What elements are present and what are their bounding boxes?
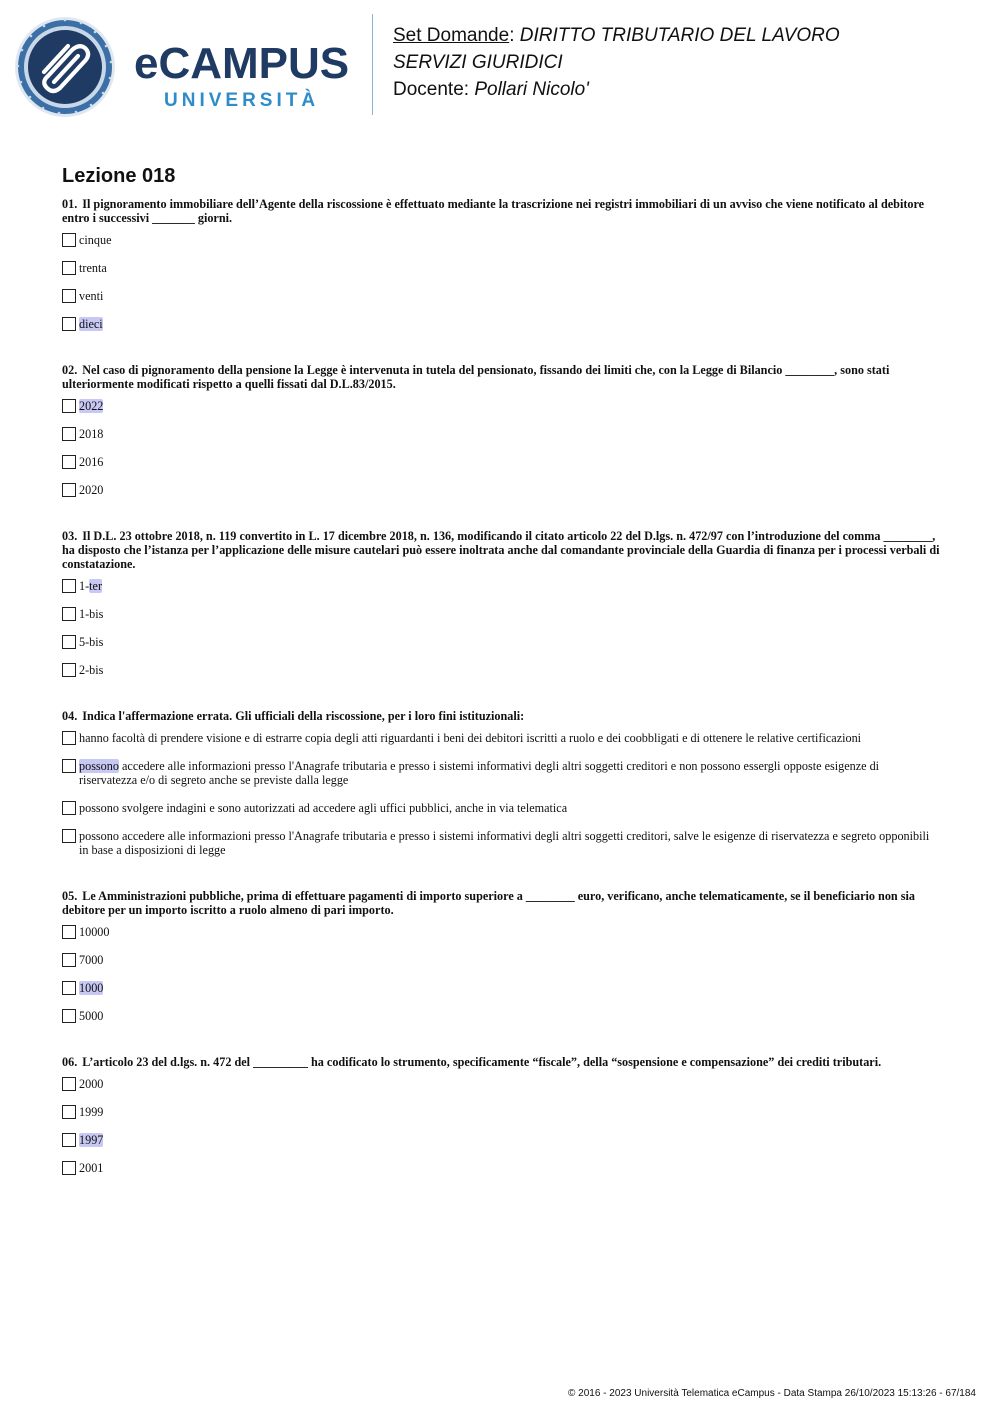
set-label: Set Domande [393,25,510,46]
answer-checkbox[interactable] [62,261,76,275]
set-title-line1: DIRITTO TRIBUTARIO DEL LAVORO [519,25,840,46]
answer-label: hanno facoltà di prendere visione e di estrarre copia degli atti riguardanti i beni dei debitori iscritti a ruolo e dei coobbligati e di ottenere le relative certificazioni [79,731,862,745]
answer-checkbox[interactable] [62,289,76,303]
answer-label: 2018 [79,427,104,441]
logo-wordmark: eCAMPUS [134,39,350,88]
answer-checkbox[interactable] [62,427,76,441]
answer-option[interactable] [62,801,940,815]
question-body: Indica l'affermazione errata. Gli ufficiali della riscossione, per i loro fini istituzionali: [82,709,525,723]
answer-option[interactable] [62,759,940,787]
answer-option[interactable] [62,635,940,649]
answer-checkbox[interactable] [62,731,76,745]
question-03 [62,529,940,677]
answer-checkbox[interactable] [62,1009,76,1023]
answer-label: 2-bis [79,663,104,677]
answer-label: 7000 [79,953,104,967]
answer-label-prefix: 1- [79,579,90,593]
question-number: 02. [62,363,78,377]
answer-label-highlighted: ter [89,579,103,593]
answer-option[interactable] [62,579,940,593]
question-body: Il D.L. 23 ottobre 2018, n. 119 convertito in L. 17 dicembre 2018, n. 136, modificando il citato articolo 22 del D.lgs. n. 472/97 con l’introduzione del comma ________, ha disposto che l’istanza per l’applicazione delle misure cautelari può essere inoltrata anche dal comandante provinciale della Guardia di finanza per i processi verbali di constatazione. [62,529,940,571]
answer-label: possono accedere alle informazioni presso l'Anagrafe tributaria e presso i sistemi informativi degli altri soggetti creditori, salve le esigenze di riservatezza e segreto opponibili in base a disposizioni di legge [79,829,930,857]
page-header [0,0,1000,130]
answer-option[interactable] [62,981,940,995]
answer-checkbox[interactable] [62,1105,76,1119]
answer-option[interactable] [62,427,940,441]
page-footer: © 2016 - 2023 Università Telematica eCampus - Data Stampa 26/10/2023 15:13:26 - 67/184 [568,1388,976,1399]
answer-label: possono svolgere indagini e sono autorizzati ad accedere agli uffici pubblici, anche in via telematica [79,801,568,815]
question-text [62,529,940,571]
set-title-line2: SERVIZI GIURIDICI [393,52,563,73]
answer-label-highlighted: dieci [79,317,103,331]
question-number: 05. [62,889,78,903]
answer-label [79,579,102,593]
question-06 [62,1055,940,1175]
answer-checkbox[interactable] [62,1133,76,1147]
answer-option[interactable] [62,607,940,621]
answer-option[interactable] [62,455,940,469]
answer-checkbox[interactable] [62,483,76,497]
set-title-row-2 [393,49,840,76]
answer-option[interactable] [62,1105,940,1119]
lesson-title: Lezione 018 [62,165,176,187]
answer-checkbox[interactable] [62,455,76,469]
answer-option[interactable] [62,483,940,497]
answer-option[interactable] [62,261,940,275]
answer-option[interactable] [62,829,940,857]
question-02 [62,363,940,497]
answer-option[interactable] [62,663,940,677]
answer-option[interactable] [62,925,940,939]
answer-label-highlighted: 1997 [79,1133,104,1147]
answer-checkbox[interactable] [62,925,76,939]
question-number: 03. [62,529,78,543]
answer-label: 2016 [79,455,104,469]
answer-label: 2001 [79,1161,104,1175]
question-body: L’articolo 23 del d.lgs. n. 472 del _________ ha codificato lo strumento, specificamente “fiscale”, della “sospensione e compensazione” dei crediti tributari. [82,1055,882,1069]
answer-option[interactable] [62,953,940,967]
answer-option[interactable] [62,1133,940,1147]
question-number: 01. [62,197,78,211]
answer-option[interactable] [62,1009,940,1023]
question-05 [62,889,940,1023]
answer-checkbox[interactable] [62,801,76,815]
answer-label: trenta [79,261,107,275]
answer-label: 5-bis [79,635,104,649]
answer-option[interactable] [62,731,940,745]
answer-option[interactable] [62,1077,940,1091]
question-text [62,1055,940,1069]
question-body: Il pignoramento immobiliare dell’Agente della riscossione è effettuato mediante la trascrizione nei registri immobiliari di un avviso che viene notificato al debitore entro i successivi _______ giorni. [62,197,925,225]
answer-checkbox[interactable] [62,399,76,413]
question-text [62,709,940,723]
answer-checkbox[interactable] [62,579,76,593]
question-text [62,889,940,917]
answer-option[interactable] [62,1161,940,1175]
question-text [62,197,940,225]
header-meta [393,22,840,103]
answer-checkbox[interactable] [62,663,76,677]
answer-label: cinque [79,233,112,247]
answer-checkbox[interactable] [62,829,76,843]
ecampus-logo [134,40,356,115]
question-04 [62,709,940,857]
answer-checkbox[interactable] [62,759,76,773]
answer-checkbox[interactable] [62,1161,76,1175]
teacher-name: Pollari Nicolo' [474,79,589,100]
set-title-row: Set Domande: DIRITTO TRIBUTARIO DEL LAVORO [393,25,840,46]
answer-label [79,759,940,787]
answer-checkbox[interactable] [62,233,76,247]
answer-checkbox[interactable] [62,635,76,649]
answer-label-highlighted: possono [79,759,119,773]
answer-checkbox[interactable] [62,1077,76,1091]
answer-option[interactable] [62,233,940,247]
logo-subtitle: UNIVERSITÀ [164,90,320,111]
ecampus-seal-icon [14,16,116,118]
answer-label: 10000 [79,925,110,939]
teacher-row [393,76,840,103]
answer-option[interactable] [62,317,940,331]
answer-option[interactable] [62,399,940,413]
answer-checkbox[interactable] [62,981,76,995]
question-body: Nel caso di pignoramento della pensione la Legge è intervenuta in tutela del pensionato, fissando dei limiti che, con la Legge di Bilancio ________, sono stati ulteriormente modificati rispetto a quelli fissati dal D.L.83/2015. [62,363,890,391]
answer-label-highlighted: 2022 [79,399,104,413]
answer-label: 5000 [79,1009,104,1023]
answer-checkbox[interactable] [62,953,76,967]
question-number: 06. [62,1055,78,1069]
answer-label: 1999 [79,1105,104,1119]
question-body: Le Amministrazioni pubbliche, prima di effettuare pagamenti di importo superiore a ________ euro, verificano, anche telematicamente, se il beneficiario non sia debitore per un importo iscritto a ruolo almeno di pari importo. [62,889,915,917]
question-01 [62,197,940,331]
answer-label: 2000 [79,1077,104,1091]
header-divider [372,14,373,115]
teacher-label: Docente: [393,79,470,100]
question-text [62,363,940,391]
answer-checkbox[interactable] [62,317,76,331]
question-number: 04. [62,709,78,723]
question-list [62,197,940,1189]
answer-checkbox[interactable] [62,607,76,621]
answer-label: 2020 [79,483,104,497]
answer-label-rest: accedere alle informazioni presso l'Anagrafe tributaria e presso i sistemi informativi degli altri soggetti creditori e non possono essergli opposte esigenze di riservatezza e/o di segreto anche se previste dalla legge [79,759,880,787]
answer-label-highlighted: 1000 [79,981,104,995]
answer-label: venti [79,289,104,303]
answer-option[interactable] [62,289,940,303]
answer-label: 1-bis [79,607,104,621]
